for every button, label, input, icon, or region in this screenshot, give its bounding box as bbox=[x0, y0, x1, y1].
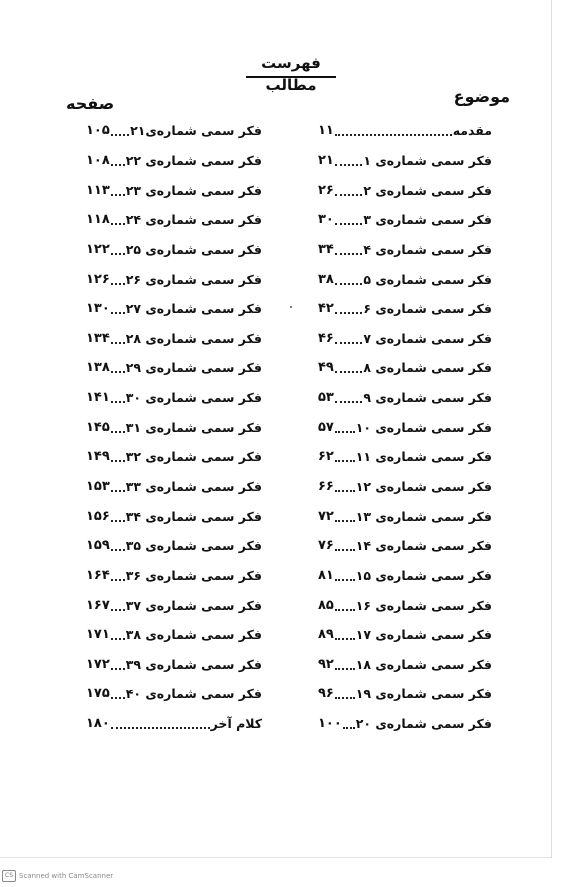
dot-leader bbox=[335, 667, 355, 670]
dot-leader bbox=[111, 726, 210, 729]
dot-leader bbox=[111, 311, 125, 314]
scan-speck bbox=[290, 306, 292, 308]
toc-entry-title: فکر سمی شماره‌ی ۳۳ bbox=[125, 479, 262, 494]
toc-entry-page-number: ۱۵۶ bbox=[86, 508, 110, 524]
toc-entry-title: فکر سمی شماره‌ی ۴۰ bbox=[125, 686, 262, 702]
dot-leader bbox=[335, 548, 355, 551]
toc-entry bbox=[86, 412, 262, 442]
toc-entry-page-number: ۱۳۴ bbox=[86, 330, 110, 346]
toc-entry bbox=[318, 531, 492, 561]
toc-entry-page-number: ۱۳۸ bbox=[86, 360, 110, 376]
toc-entry bbox=[318, 323, 492, 353]
toc-entry-page-number: ۶۶ bbox=[318, 479, 334, 494]
toc-entry bbox=[86, 175, 262, 205]
toc-entry bbox=[86, 620, 262, 650]
toc-entry bbox=[86, 264, 262, 294]
toc-entry-page-number: ۲۱ bbox=[318, 152, 334, 168]
toc-entry-page-number: ۸۹ bbox=[318, 627, 334, 643]
dot-leader bbox=[111, 282, 125, 285]
toc-entry bbox=[318, 501, 492, 531]
dot-leader bbox=[343, 726, 355, 729]
toc-entry-title: فکر سمی شماره‌ی ۱۸ bbox=[355, 656, 492, 672]
toc-entry-title: کلام آخر bbox=[210, 716, 262, 732]
toc-entry-title: فکر سمی شماره‌ی ۷ bbox=[363, 330, 492, 346]
dot-leader bbox=[111, 193, 125, 196]
dot-leader bbox=[111, 459, 125, 462]
toc-entry-page-number: ۱۶۴ bbox=[86, 567, 110, 583]
toc-entry bbox=[318, 412, 492, 442]
toc-entry-title: فکر سمی شماره‌ی ۳ bbox=[363, 212, 492, 228]
toc-entry bbox=[318, 679, 492, 709]
toc-entry bbox=[86, 205, 262, 235]
toc-entry bbox=[318, 383, 492, 413]
dot-leader bbox=[111, 430, 125, 433]
toc-entry bbox=[318, 235, 492, 265]
toc-entry-title: فکر سمی شماره‌ی ۲ bbox=[363, 182, 492, 198]
toc-entry-page-number: ۱۵۳ bbox=[86, 479, 110, 494]
toc-entry-title: فکر سمی شماره‌ی ۱ bbox=[363, 152, 492, 168]
toc-column-right bbox=[318, 116, 492, 738]
toc-entry-page-number: ۱۶۷ bbox=[86, 597, 110, 613]
toc-entry-title: فکر سمی شماره‌ی ۲۰ bbox=[355, 716, 492, 732]
toc-entry-page-number: ۷۲ bbox=[318, 508, 334, 524]
toc-entry bbox=[86, 353, 262, 383]
dot-leader bbox=[335, 519, 355, 522]
toc-entry-page-number: ۵۷ bbox=[318, 419, 334, 435]
dot-leader bbox=[335, 163, 362, 166]
dot-leader bbox=[111, 489, 125, 492]
dot-leader bbox=[335, 430, 355, 433]
toc-entry-title: فکر سمی شماره‌ی ۳۵ bbox=[125, 538, 262, 554]
dot-leader bbox=[111, 667, 125, 670]
dot-leader bbox=[111, 163, 125, 166]
toc-entry-page-number: ۳۰ bbox=[318, 212, 334, 228]
dot-leader bbox=[335, 222, 362, 225]
dot-leader bbox=[335, 370, 362, 373]
dot-leader bbox=[111, 370, 125, 373]
toc-entry bbox=[318, 472, 492, 502]
toc-entry-page-number: ۱۱۳ bbox=[86, 182, 110, 198]
toc-entry bbox=[86, 323, 262, 353]
toc-entry bbox=[86, 383, 262, 413]
dot-leader bbox=[111, 578, 125, 581]
toc-entry-page-number: ۹۲ bbox=[318, 656, 334, 672]
toc-entry-page-number: ۱۴۹ bbox=[86, 449, 110, 465]
toc-entry-title: فکر سمی شماره‌ی ۱۲ bbox=[355, 479, 492, 494]
dot-leader bbox=[335, 400, 362, 403]
toc-entry bbox=[318, 620, 492, 650]
dot-leader bbox=[111, 341, 125, 344]
toc-entry bbox=[86, 501, 262, 531]
dot-leader bbox=[335, 311, 362, 314]
toc-entry-title: فکر سمی شماره‌ی ۲۹ bbox=[125, 360, 262, 376]
toc-entry-title: فکر سمی شماره‌ی ۲۷ bbox=[125, 301, 262, 317]
toc-entry-page-number: ۱۰۰ bbox=[318, 716, 342, 732]
toc-entry-page-number: ۶۲ bbox=[318, 449, 334, 465]
toc-entry bbox=[86, 590, 262, 620]
toc-entry-title: فکر سمی شماره‌ی ۳۸ bbox=[125, 627, 262, 643]
toc-entry-title: فکر سمی شماره‌ی ۳۷ bbox=[125, 597, 262, 613]
dot-leader bbox=[111, 637, 125, 640]
toc-entry-title: فکر سمی شماره‌ی ۹ bbox=[363, 390, 492, 406]
toc-entry-title: فکر سمی شماره‌ی ۳۶ bbox=[125, 567, 262, 583]
toc-entry-page-number: ۳۸ bbox=[318, 271, 334, 287]
toc-entry bbox=[86, 531, 262, 561]
dot-leader bbox=[335, 489, 355, 492]
toc-column-left bbox=[86, 116, 262, 738]
dot-leader bbox=[335, 252, 362, 255]
toc-entry-title: فکر سمی شماره‌ی ۲۸ bbox=[125, 330, 262, 346]
toc-entry bbox=[318, 146, 492, 176]
camscanner-logo-icon: CS bbox=[2, 870, 16, 882]
toc-entry-title: فکر سمی شماره‌ی ۳۱ bbox=[125, 419, 262, 435]
toc-entry-title: فکر سمی شماره‌ی ۱۶ bbox=[355, 597, 492, 613]
toc-entry-page-number: ۵۳ bbox=[318, 390, 334, 406]
toc-entry-page-number: ۱۲۶ bbox=[86, 271, 110, 287]
toc-entry-page-number: ۱۱۸ bbox=[86, 212, 110, 228]
dot-leader bbox=[335, 637, 355, 640]
dot-leader bbox=[111, 548, 125, 551]
toc-entry bbox=[86, 146, 262, 176]
dot-leader bbox=[111, 696, 125, 699]
toc-entry-title: فکر سمی شماره‌ی ۵ bbox=[363, 271, 492, 287]
toc-entry bbox=[318, 175, 492, 205]
dot-leader bbox=[335, 133, 452, 136]
toc-entry bbox=[318, 116, 492, 146]
toc-entry-page-number: ۱۷۲ bbox=[86, 656, 110, 672]
toc-entry bbox=[318, 353, 492, 383]
toc-entry-page-number: ۲۶ bbox=[318, 182, 334, 198]
dot-leader bbox=[111, 608, 125, 611]
toc-entry bbox=[318, 264, 492, 294]
toc-entry-page-number: ۱۷۱ bbox=[86, 627, 110, 643]
toc-entry-title: فکر سمی شماره‌ی ۲۳ bbox=[125, 182, 262, 198]
toc-entry bbox=[86, 294, 262, 324]
page-edge bbox=[551, 0, 552, 858]
dot-leader bbox=[335, 459, 355, 462]
toc-entry-title: فکر سمی شماره‌ی ۱۵ bbox=[355, 567, 492, 583]
toc-entry-page-number: ۱۲۲ bbox=[86, 241, 110, 257]
toc-entry-title: فکر سمی شماره‌ی ۱۳ bbox=[355, 508, 492, 524]
dot-leader bbox=[335, 341, 362, 344]
toc-entry-page-number: ۱۵۹ bbox=[86, 538, 110, 554]
dot-leader bbox=[111, 519, 125, 522]
toc-entry-page-number: ۱۷۵ bbox=[86, 686, 110, 702]
toc-entry bbox=[86, 709, 262, 739]
toc-entry-title: فکر سمی شماره‌ی ۱۷ bbox=[355, 627, 492, 643]
toc-entry bbox=[86, 116, 262, 146]
topic-column-header: موضوع bbox=[453, 87, 510, 106]
toc-entry-page-number: ۱۴۵ bbox=[86, 419, 110, 435]
toc-entry-page-number: ۹۶ bbox=[318, 686, 334, 702]
toc-entry-page-number: ۱۰۵ bbox=[86, 123, 110, 139]
toc-entry bbox=[86, 561, 262, 591]
toc-entry-title: فکر سمی شماره‌ی ۸ bbox=[363, 360, 492, 376]
toc-entry-title: فکر سمی شماره‌ی۲۱ bbox=[130, 123, 262, 139]
dot-leader bbox=[335, 282, 362, 285]
dot-leader bbox=[111, 133, 129, 136]
toc-entry-page-number: ۴۹ bbox=[318, 360, 334, 376]
toc-entry bbox=[86, 442, 262, 472]
toc-entry-page-number: ۱۴۱ bbox=[86, 390, 110, 406]
toc-entry-title: فکر سمی شماره‌ی ۳۴ bbox=[125, 508, 262, 524]
toc-entry-page-number: ۱۰۸ bbox=[86, 152, 110, 168]
toc-entry-page-number: ۷۶ bbox=[318, 538, 334, 554]
toc-entry-title: فکر سمی شماره‌ی ۲۲ bbox=[125, 152, 262, 168]
toc-entry bbox=[318, 294, 492, 324]
page-title: فهرست مطالب bbox=[246, 52, 336, 78]
scanner-watermark-text: Scanned with CamScanner bbox=[19, 872, 114, 880]
toc-entry bbox=[318, 590, 492, 620]
toc-entry-title: فکر سمی شماره‌ی ۲۴ bbox=[125, 212, 262, 228]
toc-entry-page-number: ۴۶ bbox=[318, 330, 334, 346]
dot-leader bbox=[335, 696, 355, 699]
toc-entry-title: فکر سمی شماره‌ی ۳۹ bbox=[125, 656, 262, 672]
toc-entry-title: فکر سمی شماره‌ی ۱۴ bbox=[355, 538, 492, 554]
toc-entry-page-number: ۱۳۰ bbox=[86, 301, 110, 317]
toc-entry bbox=[86, 679, 262, 709]
dot-leader bbox=[111, 400, 125, 403]
toc-entry-title: فکر سمی شماره‌ی ۱۱ bbox=[355, 449, 492, 465]
toc-entry-title: فکر سمی شماره‌ی ۶ bbox=[363, 301, 492, 317]
toc-entry bbox=[86, 235, 262, 265]
page-column-header: صفحه bbox=[66, 94, 115, 113]
toc-entry bbox=[318, 205, 492, 235]
toc-entry bbox=[318, 561, 492, 591]
toc-entry-title: فکر سمی شماره‌ی ۱۰ bbox=[355, 419, 492, 435]
toc-entry bbox=[86, 472, 262, 502]
toc-entry bbox=[318, 709, 492, 739]
toc-entry-page-number: ۱۸۰ bbox=[86, 716, 110, 732]
toc-entry-title: فکر سمی شماره‌ی ۳۰ bbox=[125, 390, 262, 406]
toc-entry-page-number: ۸۱ bbox=[318, 567, 334, 583]
toc-entry bbox=[318, 650, 492, 680]
toc-entry-page-number: ۱۱ bbox=[318, 123, 334, 139]
toc-entry-title: فکر سمی شماره‌ی ۳۲ bbox=[125, 449, 262, 465]
dot-leader bbox=[111, 222, 125, 225]
dot-leader bbox=[335, 193, 362, 196]
toc-entry-title: مقدمه bbox=[452, 123, 492, 139]
toc-entry-title: فکر سمی شماره‌ی ۲۵ bbox=[125, 241, 262, 257]
dot-leader bbox=[335, 578, 355, 581]
toc-entry-page-number: ۳۴ bbox=[318, 241, 334, 257]
toc-entry-title: فکر سمی شماره‌ی ۴ bbox=[363, 241, 492, 257]
toc-entry-page-number: ۴۲ bbox=[318, 301, 334, 317]
scanner-watermark bbox=[2, 869, 113, 883]
toc-entry bbox=[318, 442, 492, 472]
dot-leader bbox=[335, 608, 355, 611]
page-edge-bottom bbox=[0, 857, 551, 858]
toc-entry-title: فکر سمی شماره‌ی ۲۶ bbox=[125, 271, 262, 287]
dot-leader bbox=[111, 252, 125, 255]
toc-entry-page-number: ۸۵ bbox=[318, 597, 334, 613]
toc-entry bbox=[86, 650, 262, 680]
toc-entry-title: فکر سمی شماره‌ی ۱۹ bbox=[355, 686, 492, 702]
